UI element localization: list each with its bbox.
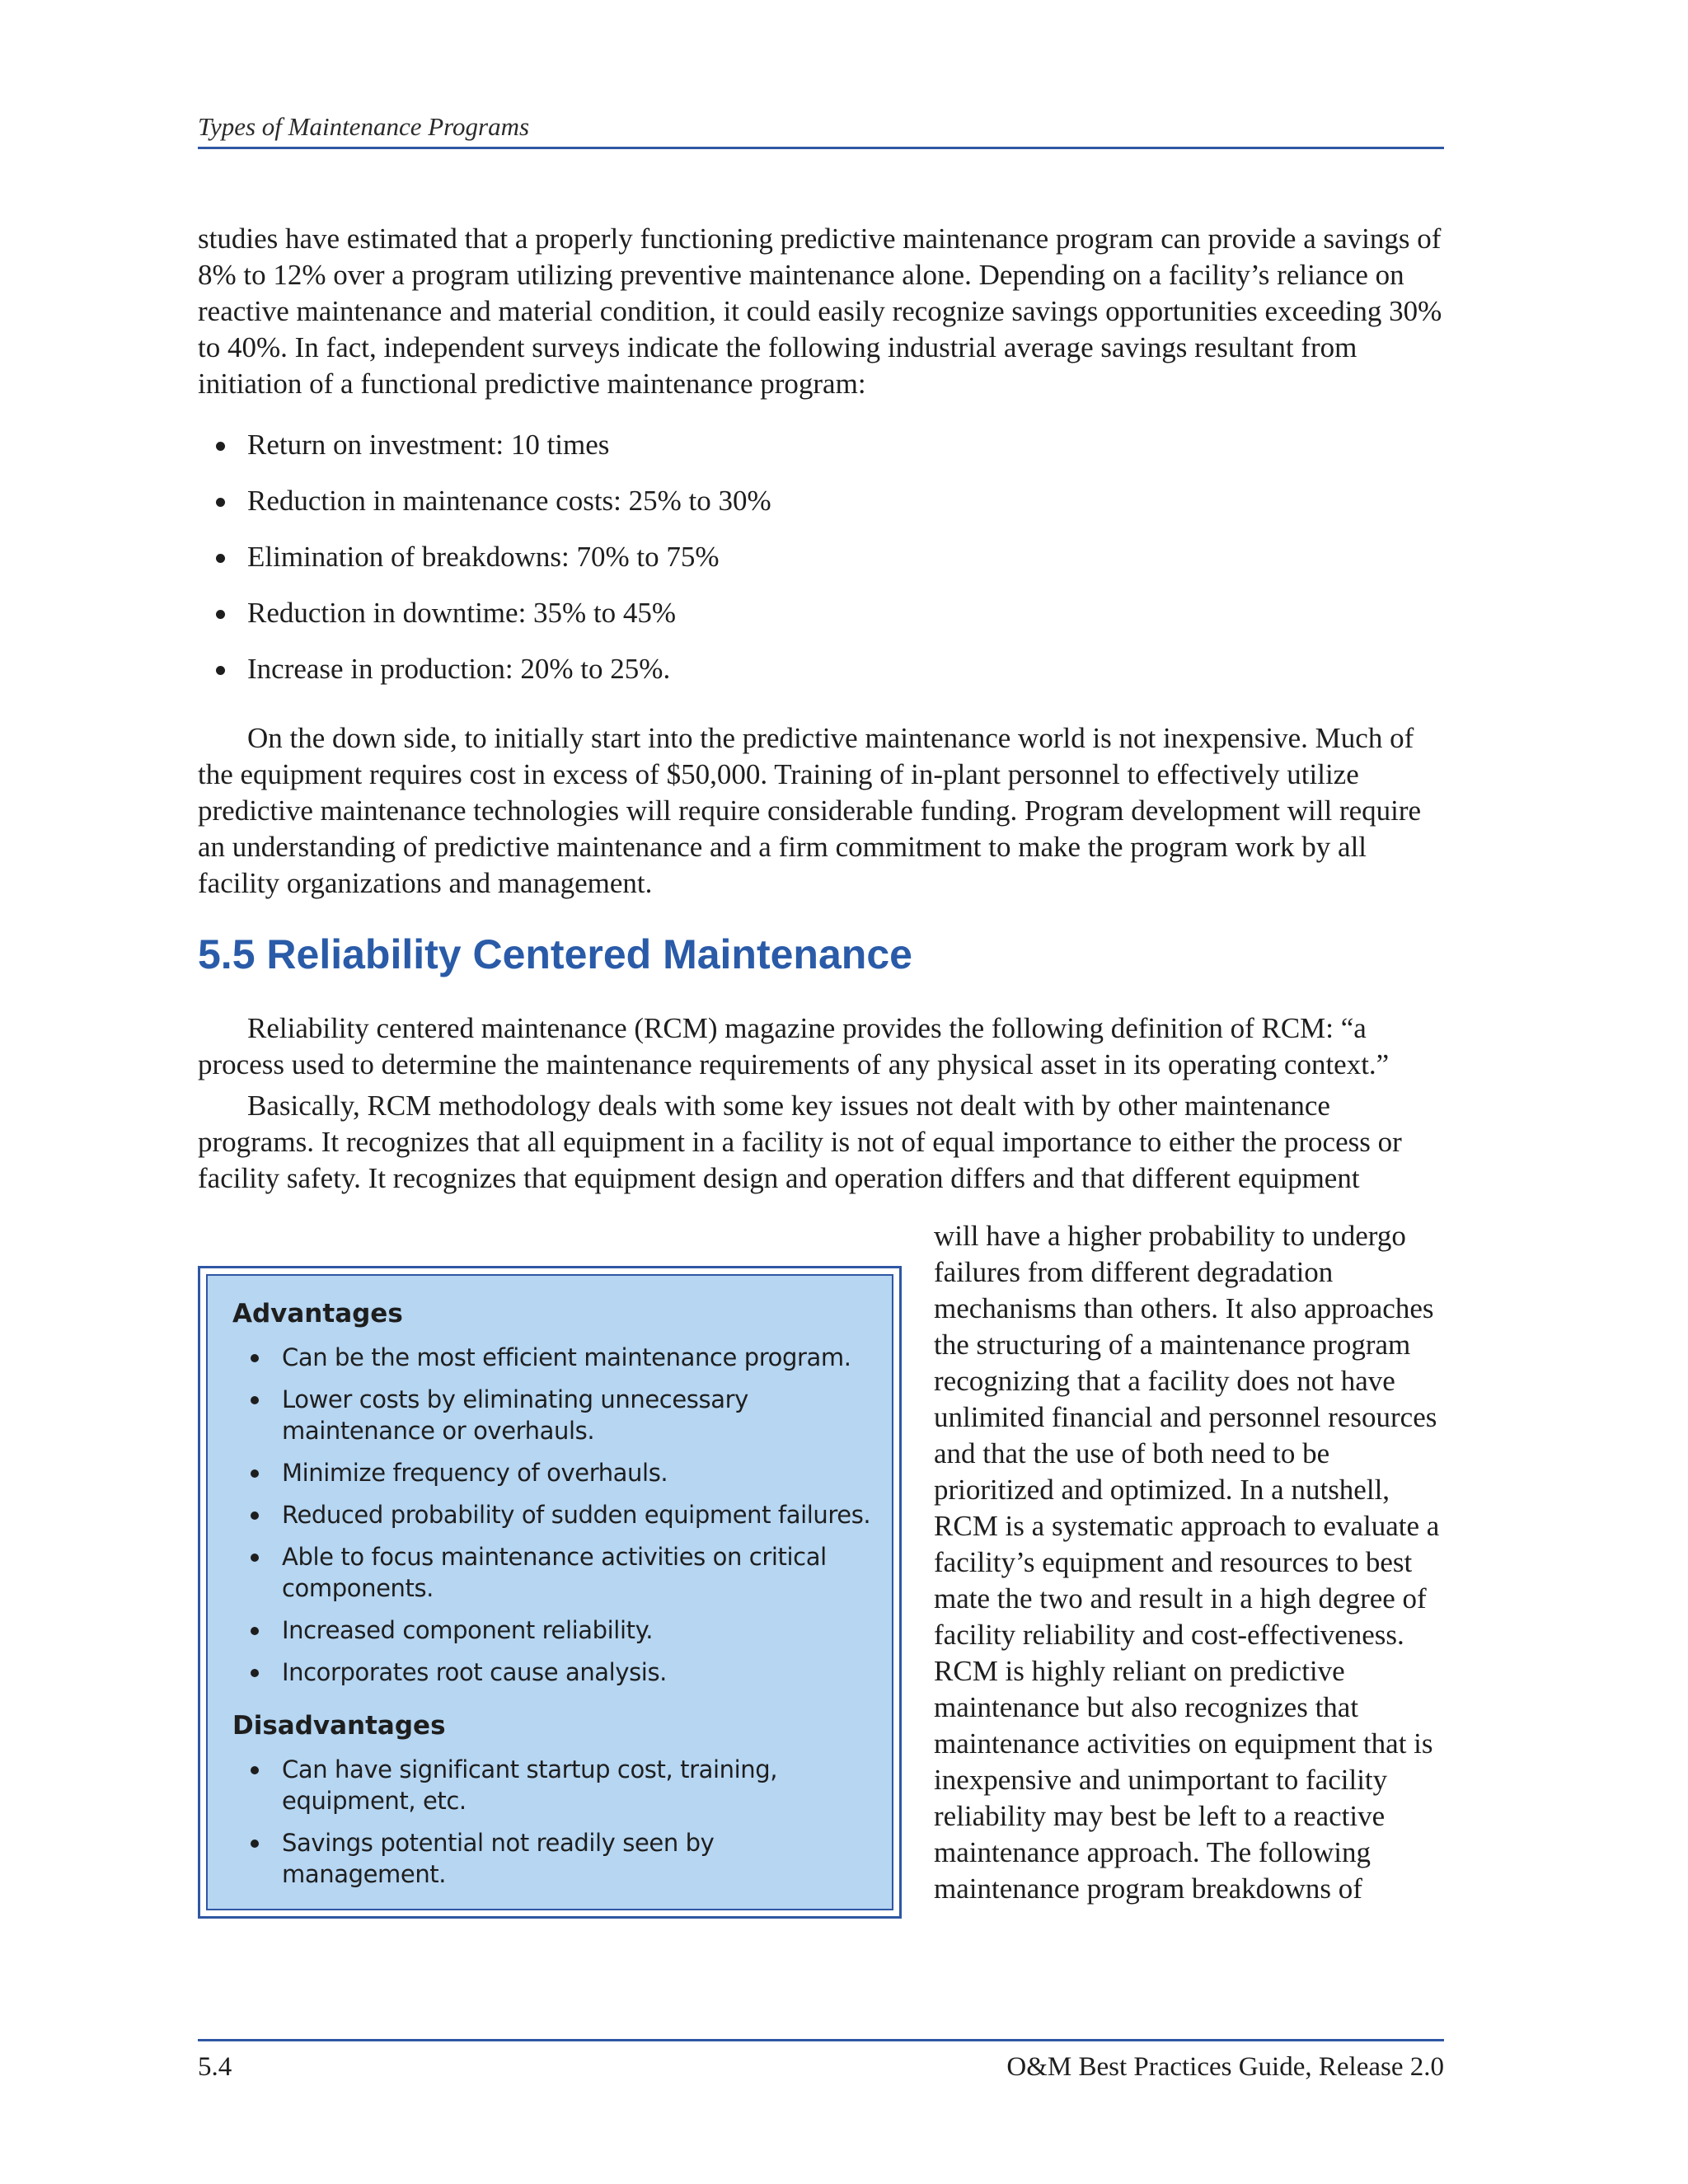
footer-rule [198, 2039, 1444, 2041]
bullet-icon [216, 554, 225, 563]
list-item [232, 1499, 872, 1530]
list-item-text: Savings potential not readily seen by management. [282, 1829, 715, 1888]
bullet-icon [216, 610, 225, 619]
running-header: Types of Maintenance Programs [198, 112, 530, 141]
list-item [232, 1754, 872, 1816]
list-item-text: Increased component reliability. [282, 1616, 654, 1644]
list-item [216, 539, 771, 595]
callout-panel [206, 1274, 893, 1910]
bullet-icon [251, 1354, 259, 1362]
bullet-icon [216, 442, 225, 451]
savings-list [216, 427, 771, 707]
list-item [216, 483, 771, 539]
advantages-list [232, 1342, 872, 1688]
bullet-icon [216, 498, 225, 507]
list-item [232, 1541, 872, 1604]
bullet-icon [251, 1669, 259, 1677]
list-item [216, 651, 771, 707]
list-item-text: Can have significant startup cost, training, equipment, etc. [282, 1755, 778, 1815]
advantages-callout-box [198, 1266, 902, 1919]
list-item-text: Reduction in downtime: 35% to 45% [247, 597, 677, 629]
list-item [232, 1384, 872, 1446]
downside-paragraph: On the down side, to initially start into the predictive maintenance world is not inexpensive. Much of the equipment requires cost in excess of $50,000. Training of in-plant personnel to effectively utilize predictive maintenance technologies will require considerable funding. Program development will require an understanding of predictive maintenance and a firm commitment to make the program work by all facility organizations and management. [198, 722, 1422, 899]
bullet-icon [251, 1554, 259, 1562]
bullet-icon [251, 1511, 259, 1520]
list-item [216, 595, 771, 651]
section-heading: 5.5 Reliability Centered Maintenance [198, 931, 912, 977]
rcm-body-right: will have a higher probability to undergo failures from different degradation mechanisms than others. It also approaches the structuring of a maintenance program recognizing that a facility does not have unlimited financial and personnel resources and that the use of both need to be prioritized and optimized. In a nutshell, RCM is a systematic approach to evaluate a facility’s equipment and resources to best mate the two and result in a high degree of facility reliability and cost-effectiveness. RCM is highly reliant on predictive maintenance but also recognizes that maintenance activities on equipment that is inexpensive and unimportant to facility reliability may best be left to a reactive maintenance approach. The following maintenance program breakdowns of [934, 1220, 1440, 1905]
list-item [232, 1457, 872, 1488]
definition-paragraph: Reliability centered maintenance (RCM) magazine provides the following definition of RCM: “a process used to determine the maintenance requirements of any physical asset in its operating context.” [198, 1012, 1390, 1080]
page-number: 5.4 [198, 2052, 232, 2082]
intro-paragraph: studies have estimated that a properly functioning predictive maintenance program can provide a savings of 8% to 12% over a program utilizing preventive maintenance alone. Depending on a facility’s reliance on reactive maintenance and material condition, it could easily recognize savings opportunities exceeding 30% to 40%. In fact, independent surveys indicate the following industrial average savings resultant from initiation of a functional predictive maintenance program: [198, 223, 1442, 400]
bullet-icon [251, 1840, 259, 1848]
bullet-icon [251, 1766, 259, 1774]
list-item [232, 1615, 872, 1646]
bullet-icon [251, 1469, 259, 1478]
header-rule [198, 147, 1444, 149]
rcm-body-top [198, 1088, 1444, 1197]
list-item-text: Return on investment: 10 times [247, 429, 610, 461]
advantages-title: Advantages [232, 1299, 403, 1329]
downside-section [198, 720, 1444, 902]
bullet-icon [251, 1627, 259, 1635]
list-item-text: Can be the most efficient maintenance program. [282, 1343, 851, 1371]
list-item-text: Incorporates root cause analysis. [282, 1658, 667, 1686]
list-item [232, 1827, 872, 1890]
disadvantages-list [232, 1754, 872, 1890]
intro-section [198, 221, 1444, 402]
list-item [216, 427, 771, 483]
list-item-text: Elimination of breakdowns: 70% to 75% [247, 541, 720, 573]
list-item [232, 1342, 872, 1373]
guide-title: O&M Best Practices Guide, Release 2.0 [1006, 2052, 1444, 2082]
rcm-paragraph-top: Basically, RCM methodology deals with some key issues not dealt with by other maintenance programs. It recognizes that all equipment in a facility is not of equal importance to either the process or facility safety. It recognizes that equipment design and operation differs and that different equipment [198, 1090, 1402, 1194]
list-item-text: Reduced probability of sudden equipment failures. [282, 1501, 871, 1529]
list-item-text: Reduction in maintenance costs: 25% to 30% [247, 485, 771, 517]
list-item [232, 1657, 872, 1688]
list-item-text: Increase in production: 20% to 25%. [247, 653, 671, 685]
bullet-icon [216, 666, 225, 675]
definition-section [198, 1010, 1444, 1083]
disadvantages-title: Disadvantages [232, 1711, 446, 1741]
list-item-text: Lower costs by eliminating unnecessary maintenance or overhauls. [282, 1385, 748, 1445]
list-item-text: Minimize frequency of overhauls. [282, 1459, 668, 1487]
bullet-icon [251, 1396, 259, 1404]
list-item-text: Able to focus maintenance activities on critical components. [282, 1543, 827, 1602]
